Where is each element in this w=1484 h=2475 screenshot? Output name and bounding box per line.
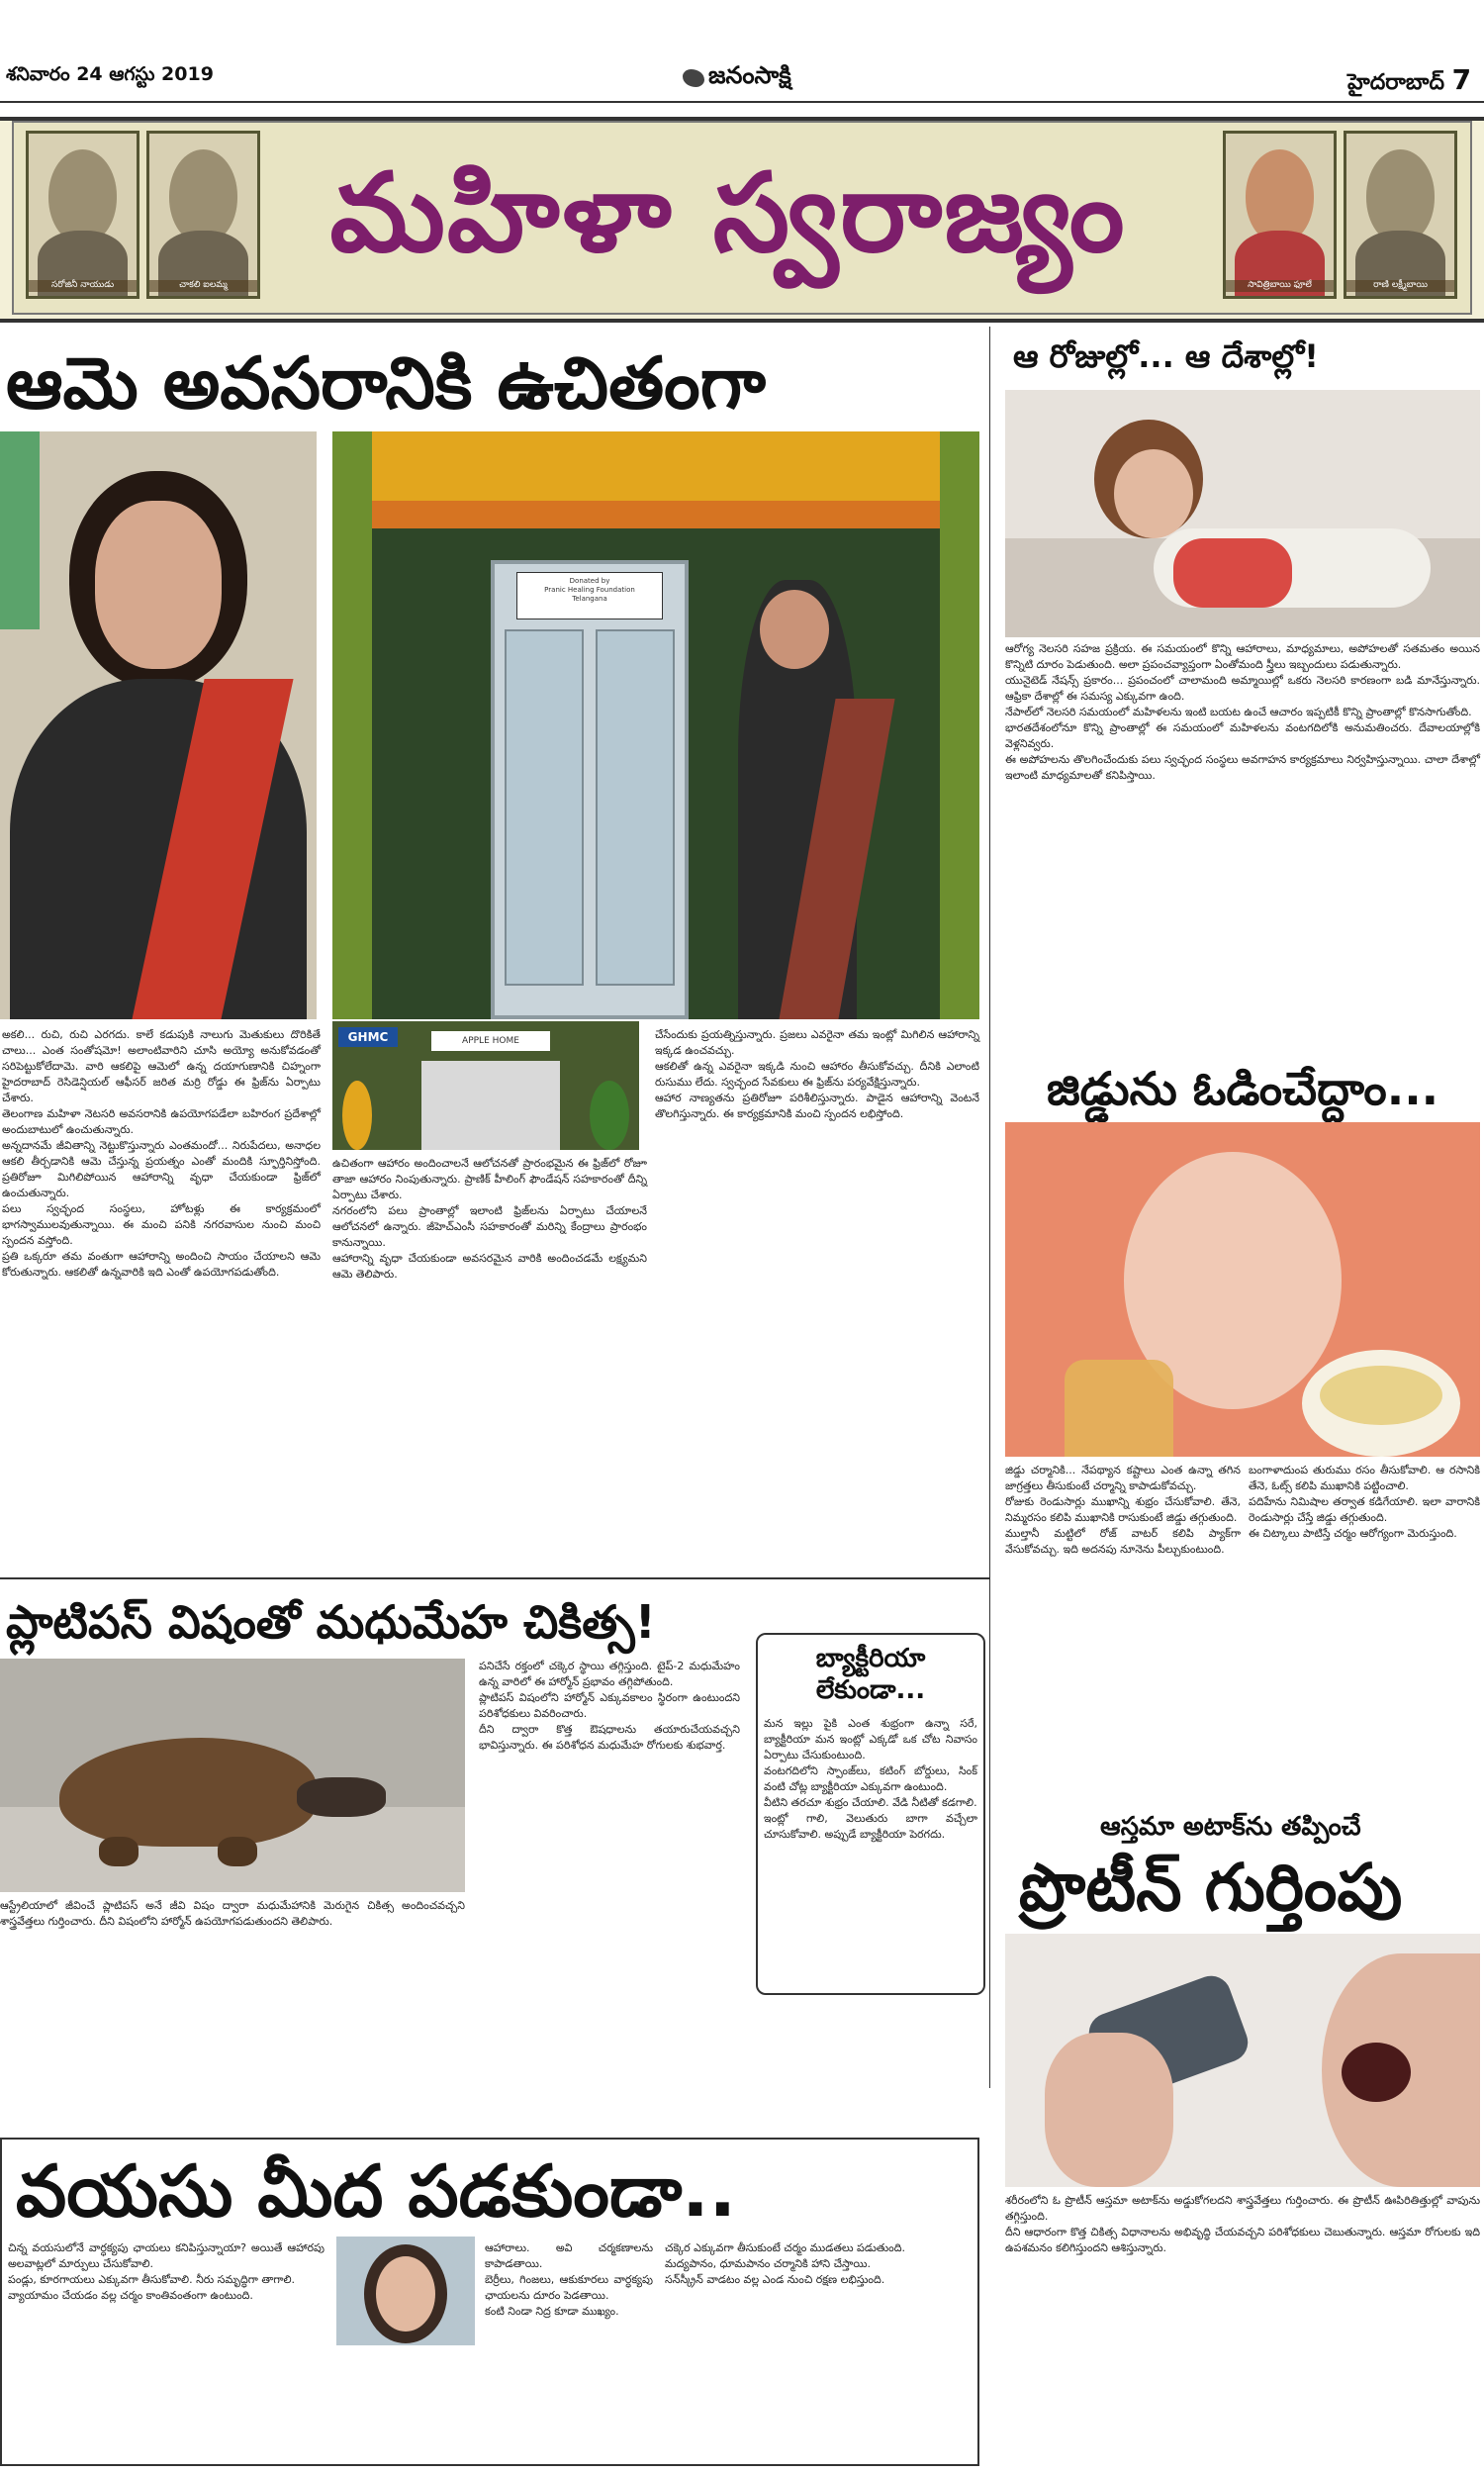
section-rule [0,1577,989,1579]
asthma-body: శరీరంలోని ఓ ప్రొటీన్ ఆస్తమా అటాక్‌ను అడ్డుకోగలదని శాస్త్రవేత్తలు గుర్తించారు. ఈ ప్రొటీన్ ఊపిరితిత్తుల్లో వాపును తగ్గిస్తుంది. దీని ఆధారంగా కొత్త చికిత్స విధానాలను అభివృద్ధి చేయవచ్చని పరిశోధకులు చెబుతున్నారు. ఆస్తమా రోగులకు ఇది ఉపశమనం కలిగిస్తుందని ఆశిస్తున్నారు. [1005,2194,1480,2254]
city-name: హైదరాబాద్ [1347,70,1444,95]
platypus-column-2: పనిచేసే రక్తంలో చక్కెర స్థాయి తగ్గిస్తుంది. టైప్-2 మధుమేహం ఉన్న వారిలో ఈ హార్మోన్ ప్రభావం తగ్గిపోతుంది. ప్లాటిపస్ విషంలోని హార్మోన్ ఎక్కువకాలం స్థిరంగా ఉంటుందని పరిశోధకులు వివరించారు. దీని ద్వారా కొత్త ఔషధాలను తయారుచేయవచ్చని భావిస్తున్నారు. ఈ పరిశోధన మధుమేహ రోగులకు శుభవార్త. [479,1660,740,1752]
asthma-headline: ప్రొటీన్ గుర్తింపు [1019,1850,1403,1926]
right-story1-headline: ఆ రోజుల్లో... ఆ దేశాల్లో! [1013,337,1319,375]
right-story2-photo [1005,1122,1480,1457]
age-headline: వయసు మీద పడకుండా.. [16,2149,736,2233]
age-column-1: చిన్న వయసులోనే వార్ధక్యపు ఛాయలు కనిపిస్తున్నాయా? అయితే ఆహారపు అలవాట్లలో మార్పులు చేసుకోవాలి. పండ్లు, కూరగాయలు ఎక్కువగా తీసుకోవాలి. నీరు సమృద్ధిగా తాగాలి. వ్యాయామం చేయడం వల్ల చర్మం కాంతివంతంగా ఉంటుంది. [8,2241,325,2302]
fridge-sign: Donated by Pranic Healing Foundation Telangana [516,572,663,619]
portrait-3: సావిత్రిబాయి ఫూలే [1223,131,1337,299]
right-story2-body-left: జిడ్డు చర్మానికి... నేపథ్యాన కష్టాలు ఎంత ఉన్నా తగిన జాగ్రత్తలు తీసుకుంటే చర్మాన్ని కాపాడుకోవచ్చు. రోజుకు రెండుసార్లు ముఖాన్ని శుభ్రం చేసుకోవాలి. తేనె, నిమ్మరసం కలిపి ముఖానికి రాసుకుంటే జిడ్డు తగ్గుతుంది. ముల్తానీ మట్టిలో రోజ్ వాటర్ కలిపి ప్యాక్‌గా వేసుకోవచ్చు. ఇది అదనపు నూనెను పీల్చుకుంటుంది. [1005,1464,1241,1556]
issue-date: శనివారం 24 ఆగస్టు 2019 [6,63,214,85]
lead-column-3: చేసేందుకు ప్రయత్నిస్తున్నారు. ప్రజలు ఎవరైనా తమ ఇంట్లో మిగిలిన ఆహారాన్ని ఇక్కడ ఉంచవచ్చు. ఆకలితో ఉన్న ఎవరైనా ఇక్కడి నుంచి ఆహారం తీసుకోవచ్చు. దీనికి ఎలాంటి రుసుము లేదు. స్వచ్ఛంద సేవకులు ఈ ఫ్రిజ్‌ను పర్యవేక్షిస్తున్నారు. ఆహార నాణ్యతను ప్రతిరోజూ పరిశీలిస్తున్నారు. పాడైన ఆహారాన్ని వెంటనే తొలగిస్తున్నారు. ఈ కార్యక్రమానికి మంచి స్పందన లభిస్తోంది. [655,1028,979,1120]
platypus-column-1: ఆస్ట్రేలియాలో జీవించే ప్లాటిపస్ అనే జీవి విషం ద్వారా మధుమేహానికి మెరుగైన చికిత్స అందించవచ్చని శాస్త్రవేత్తలు గుర్తించారు. దీని విషంలోని హార్మోన్ ఉపయోగపడుతుందని తెలిపారు. [0,1899,469,1928]
right-story1-body: ఆరోగ్య నెలసరి సహజ ప్రక్రియ. ఈ సమయంలో కొన్ని ఆహారాలు, మాధ్యమాలు, అపోహలతో సతమతం అయిన కొన్నిటి దూరం పెడుతుంది. అలా ప్రపంచవ్యాప్తంగా ఏంతోమంది స్త్రీలు ఇబ్బందులు పడుతున్నారు. యునైటెడ్ నేషన్స్ ప్రకారం... ప్రపంచంలో చాలామంది అమ్మాయిల్లో ఒకరు నెలసరి కారణంగా బడి మానేస్తున్నారు. ఆఫ్రికా దేశాల్లో ఈ సమస్య ఎక్కువగా ఉంది. నేపాల్‌లో నెలసరి సమయంలో మహిళలను ఇంటి బయట ఉంచే ఆచారం ఇప్పటికీ కొన్ని ప్రాంతాల్లో కొనసాగుతోంది. భారతదేశంలోనూ కొన్ని ప్రాంతాల్లో ఈ సమయంలో మహిళలను వంటగదిలోకి అనుమతించరు. దేవాలయాల్లోకి వెళ్లనివ్వరు. ఈ అపోహలను తొలగించేందుకు పలు స్వచ్ఛంద సంస్థలు అవగాహన కార్యక్రమాలు నిర్వహిస్తున్నాయి. చాలా దేశాల్లో ఇలాంటి మాధ్యమాలతో కనిపిస్తాయి. [1005,642,1480,782]
lead-column-2: ఉచితంగా ఆహారం అందించాలనే ఆలోచనతో ప్రారంభమైన ఈ ఫ్రిజ్‌లో రోజూ తాజా ఆహారం నింపుతున్నారు. ప్రాణిక్ హీలింగ్ ఫౌండేషన్ సహకారంతో దీన్ని ఏర్పాటు చేశారు. నగరంలోని పలు ప్రాంతాల్లో ఇలాంటి ఫ్రిజ్‌లను ఏర్పాటు చేయాలనే ఆలోచనలో ఉన్నారు. జీహెచ్‌ఎంసీ సహకారంతో మరిన్ని కేంద్రాలు ప్రారంభం కానున్నాయి. ఆహారాన్ని వృధా చేయకుండా అవసరమైన వారికి అందించడమే లక్ష్యమని ఆమె తెలిపారు. [332,1157,647,1281]
bacteria-headline: బ్యాక్టీరియా లేకుండా... [815,1644,926,1705]
lead-photo-portrait [0,431,317,1019]
right-story2-body-right: బంగాళాదుంప తురుము రసం తీసుకోవాలి. ఆ రసానికి తేనె, ఓట్స్ కలిపి ముఖానికి పట్టించాలి. పదిహేను నిమిషాల తర్వాత కడిగేయాలి. ఇలా వారానికి రెండుసార్లు చేస్తే జిడ్డు తగ్గుతుంది. ఈ చిట్కాలు పాటిస్తే చర్మం ఆరోగ్యంగా మెరుస్తుంది. [1249,1464,1480,1540]
platypus-headline: ప్లాటిపస్ విషంతో మధుమేహ చికిత్స! [6,1595,656,1649]
newspaper-name: జనంసాక్షి [683,61,791,95]
city-page [1347,63,1471,100]
bacteria-body: మన ఇల్లు పైకి ఎంత శుభ్రంగా ఉన్నా సరే, బ్యాక్టీరియా మన ఇంట్లో ఎక్కడో ఒక చోట నివాసం ఏర్పాటు చేసుకుంటుంది. వంటగదిలోని స్పాంజ్‌లు, కటింగ్ బోర్డులు, సింక్ వంటి చోట్ల బ్యాక్టీరియా ఎక్కువగా ఉంటుంది. వీటిని తరచూ శుభ్రం చేయాలి. వేడి నీటితో కడగాలి. ఇంట్లో గాలి, వెలుతురు బాగా వచ్చేలా చూసుకోవాలి. అప్పుడే బ్యాక్టీరియా పెరగదు. [764,1717,977,1841]
lead-headline: ఆమె అవసరానికి ఉచితంగా [6,341,766,425]
column-rule [989,327,990,2088]
lead-photo-ghmc: GHMC APPLE HOME [332,1021,639,1150]
right-story2-headline: జిడ్డును ఓడించేద్దాం... [1047,1062,1439,1115]
right-story1-photo [1005,390,1480,637]
portrait-2: చాకలి ఐలమ్మ [146,131,260,299]
asthma-photo [1005,1934,1480,2187]
age-column-3: చక్కెర ఎక్కువగా తీసుకుంటే చర్మం ముడతలు పడుతుంది. మద్యపానం, ధూమపానం చర్మానికి హాని చేస్తాయి. సన్‌స్క్రీన్ వాడటం వల్ల ఎండ నుంచి రక్షణ లభిస్తుంది. [665,2241,905,2286]
lead-photo-fridge [332,431,979,1019]
age-photo [336,2237,475,2345]
masthead-title: మహిళా స్వరాజ్యం [329,149,1127,276]
lead-column-1: అకలి... రుచి, రుచి ఎరగదు. కాలే కడుపుకి నాలుగు మెతుకులు దొరికితే చాలు... ఎంత సంతోషమో! అలాంటివారిని చూసి అయ్యో అనుకోవడంతో సరిపెట్టుకోలేదామె. వారి ఆకలిపై ఆమెలో ఉన్న దయాగుణానికి చిహ్నంగా హైదరాబాద్ రెసిడెన్షియల్ ఆఫీసర్ జరిత మర్రి రోడ్డు ఈ ఫ్రిజ్‌ను ఏర్పాటు చేశారు. తెలంగాణ మహిళా నెటసరి అవసరానికి ఉపయోగపడేలా బహిరంగ ప్రదేశాల్లో అందుబాటులో ఉంచుతున్నారు. అన్నదానమే జీవితాన్ని నెట్టుకొస్తున్నారు ఎంతమందో... నిరుపేదలు, అనాధల ఆకలి తీర్చడానికి ఆమె చేస్తున్న ప్రయత్నం ఎంతో మందికి స్ఫూర్తినిస్తోంది. ప్రతిరోజూ మిగిలిపోయిన ఆహారాన్ని వృధా చేయకుండా ఫ్రిజ్‌లో ఉంచుతున్నారు. పలు స్వచ్ఛంద సంస్థలు, హోటళ్లు ఈ కార్యక్రమంలో భాగస్వాములవుతున్నాయి. ఈ మంచి పనికి నగరవాసుల నుంచి మంచి స్పందన వస్తోంది. ప్రతి ఒక్కరూ తమ వంతుగా ఆహారాన్ని అందించి సాయం చేయాలని ఆమె కోరుతున్నారు. ఆకలితో ఉన్నవారికి ఇది ఎంతో ఉపయోగపడుతోంది. [2,1028,321,1279]
header-rule [0,101,1484,103]
portrait-1: సరోజినీ నాయుడు [26,131,139,299]
asthma-kicker: ఆస్తమా అటాక్‌ను తప్పించే [1100,1812,1361,1842]
paper-logo-icon [683,69,704,87]
age-column-2: ఆహారాలు. అవి చర్మకణాలను కాపాడతాయి. బెర్రీలు, గింజలు, ఆకుకూరలు వార్ధక్యపు ఛాయలను దూరం పెడతాయి. కంటి నిండా నిద్ర కూడా ముఖ్యం. [485,2241,653,2318]
page-number: 7 [1451,63,1472,96]
platypus-photo [0,1659,465,1892]
portrait-4: రాణి లక్ష్మీబాయి [1344,131,1457,299]
